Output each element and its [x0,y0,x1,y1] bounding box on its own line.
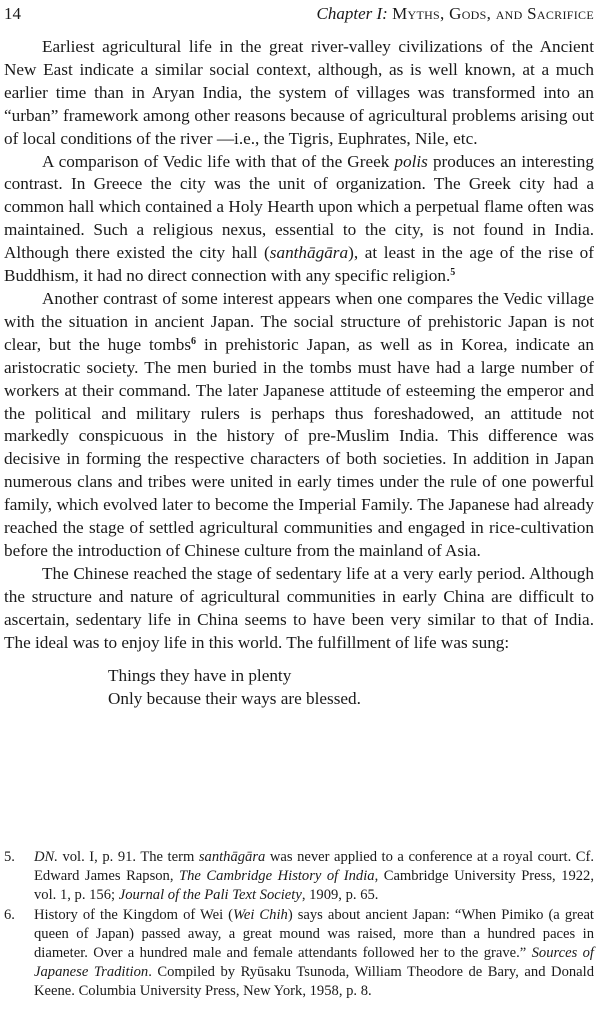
footnote-6-wei-chih: Wei Chih [233,907,288,924]
page-number: 14 [4,4,21,23]
term-polis: polis [394,151,428,171]
body-text [4,36,594,710]
paragraph-3-text-a: Another contrast of some interest appears when one compares the Vedic village with the situation in ancient Japan. The social structure of prehistoric Japan is not clear, but the huge tombs [4,288,594,354]
footnote-5-text-c: , Cambridge University Press, 1922, vol. 1, p. 156; [34,867,594,903]
footnotes [4,848,594,1002]
footnote-5-text-a: vol. I, p. 91. The term [57,849,199,865]
verse-line-2: Only because their ways are blessed. [108,689,361,709]
footnote-5-book-title: The Cambridge History of India [179,867,375,884]
footnote-5-journal-title: Journal of the Pali Text Society [118,886,302,903]
verse-quote [108,664,594,710]
footnote-6-text-a: History of the Kingdom of Wei ( [34,907,234,924]
footnote-ref-6[interactable]: 6 [191,335,197,347]
term-santhagara: santhāgāra [269,243,349,263]
footnote-5-text-d: , 1909, p. 65. [301,886,379,903]
footnote-5 [4,848,594,904]
chapter-title: Myths, Gods, and Sacrifice [392,4,594,23]
footnote-5-text-b: was never applied to a conference at a royal court. Cf. Edward James Rapson, [34,849,595,884]
paragraph-2 [4,151,594,288]
paragraph-3-text-b: in prehistoric Japan, as well as in Korea, indicate an aristocratic society. The men buried in the tombs must have had a large number of workers at their command. The later Japanese attitude of esteeming the emperor and the political and military rulers is perhaps thus foreshadowed, an attitude not markedly conspicuous in the history of pre-Muslim India. This difference was decisive in forming the respective characters of both societies. In addition in Japan numerous clans and tribes were united in early times under the rule of one powerful family, which evolved later to become the Imperial Family. The Japanese had already reached the stage of settled agricultural communities and engaged in rice-cultivation before the introduction of Chinese culture from the mainland of Asia. [4,334,594,560]
footnote-6-number: 6. [4,907,15,924]
footnote-5-number: 5. [4,849,15,865]
verse-line-1: Things they have in plenty [108,666,292,686]
paragraph-1 [4,36,594,151]
paragraph-2-text-b: produces an interesting contrast. In Greece the city was the unit of organization. The Greek city had a common hall which contained a Holy Hearth upon which a perpetual flame often was maintained. Such a religious nexus, essential to the city, is not found in India. Although there existed the city hall ( [4,151,594,263]
paragraph-2-text-c: ), at least in the age of the rise of Buddhism, it had no direct connection with any specific religion. [4,243,594,286]
footnote-6-sources-title: Sources of Japanese Tradition [34,944,594,980]
footnote-ref-5[interactable]: 5 [450,267,456,279]
footnote-6-text-c: . Compiled by Ryūsaku Tsunoda, William Theodore de Bary, and Donald Keene. Columbia University Press, New York, 1958, p. 8. [34,963,594,999]
running-head [4,2,594,26]
footnote-6-text-b: ) says about ancient Japan: “When Pimiko (a great queen of Japan) passed away, a great mound was raised, more than a hundred paces in diameter. Over a hundred male and female attendants followed her to the grave.” [34,907,594,961]
paragraph-4-text: The Chinese reached the stage of sedentary life at a very early period. Although the structure and nature of agricultural communities in early China are difficult to ascertain, sedentary life in China seems to have been very similar to that of India. The ideal was to enjoy life in this world. The fulfillment of life was sung: [4,563,594,652]
footnote-5-term: santhāgāra [198,849,266,865]
footnote-5-dn: DN. [34,849,58,865]
footnote-6 [4,906,594,1000]
paragraph-3 [4,288,594,563]
chapter-heading [317,2,594,26]
chapter-label: Chapter I: [316,4,388,23]
paragraph-2-text-a: A comparison of Vedic life with that of the Greek [42,151,395,171]
paragraph-1-text: Earliest agricultural life in the great river-valley civilizations of the Ancient New East indicate a similar social context, although, as is well known, at a much earlier time than in Aryan India, the system of villages was transformed into an “urban” framework among other reasons because of agricultural problems arising out of local conditions of the river —i.e., the Tigris, Euphrates, Nile, etc. [4,37,594,148]
paragraph-4 [4,563,594,655]
